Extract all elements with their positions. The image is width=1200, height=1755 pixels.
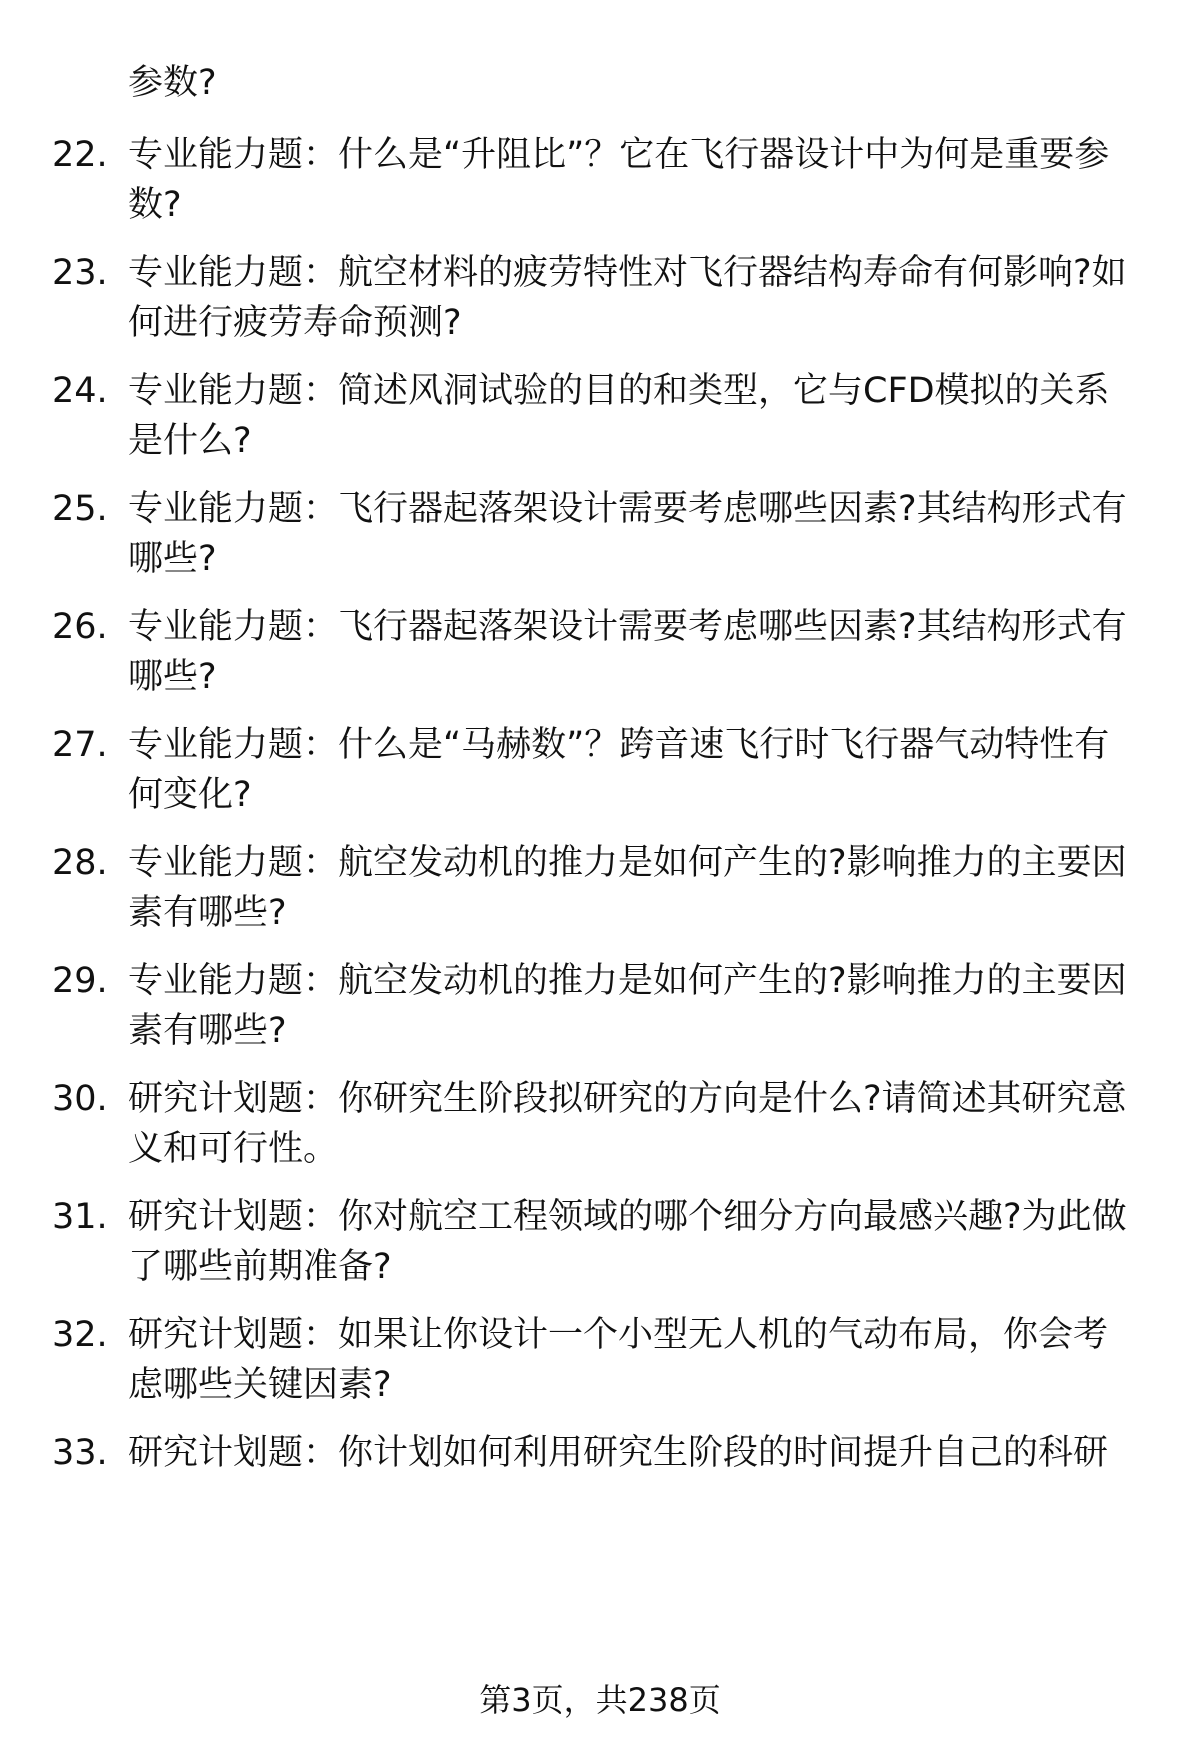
question-item xyxy=(52,1074,1142,1174)
question-text: 专业能力题：飞行器起落架设计需要考虑哪些因素?其结构形式有哪些? xyxy=(128,607,1127,697)
question-number: 33. xyxy=(52,1433,108,1473)
question-number: 23. xyxy=(52,253,108,293)
question-text: 研究计划题：你对航空工程领域的哪个细分方向最感兴趣?为此做了哪些前期准备? xyxy=(128,1197,1127,1287)
question-text: 专业能力题：飞行器起落架设计需要考虑哪些因素?其结构形式有哪些? xyxy=(128,489,1127,579)
question-number: 25. xyxy=(52,489,108,529)
question-item xyxy=(52,1192,1142,1292)
question-text: 研究计划题：你研究生阶段拟研究的方向是什么?请简述其研究意义和可行性。 xyxy=(128,1079,1127,1169)
question-number: 30. xyxy=(52,1079,108,1119)
question-number: 31. xyxy=(52,1197,108,1237)
question-item xyxy=(52,956,1142,1056)
question-text: 专业能力题：什么是“升阻比”？它在飞行器设计中为何是重要参数? xyxy=(128,135,1110,225)
question-item xyxy=(52,602,1142,702)
question-text: 专业能力题：什么是“马赫数”？跨音速飞行时飞行器气动特性有何变化? xyxy=(128,725,1110,815)
question-number: 28. xyxy=(52,843,108,883)
question-text: 研究计划题：如果让你设计一个小型无人机的气动布局，你会考虑哪些关键因素? xyxy=(128,1315,1109,1405)
question-item xyxy=(52,838,1142,938)
question-text: 专业能力题：航空发动机的推力是如何产生的?影响推力的主要因素有哪些? xyxy=(128,843,1127,933)
question-item xyxy=(52,720,1142,820)
question-number: 29. xyxy=(52,961,108,1001)
question-item xyxy=(52,130,1142,230)
question-number: 27. xyxy=(52,725,108,765)
question-text: 专业能力题：航空发动机的推力是如何产生的?影响推力的主要因素有哪些? xyxy=(128,961,1127,1051)
question-item xyxy=(52,484,1142,584)
question-number: 22. xyxy=(52,135,108,175)
question-item xyxy=(52,1310,1142,1410)
question-text: 专业能力题：航空材料的疲劳特性对飞行器结构寿命有何影响?如何进行疲劳寿命预测? xyxy=(128,253,1127,343)
question-number: 24. xyxy=(52,371,108,411)
question-number: 26. xyxy=(52,607,108,647)
continuation-text: 参数? xyxy=(128,63,217,103)
question-number: 32. xyxy=(52,1315,108,1355)
question-text: 专业能力题：简述风洞试验的目的和类型，它与CFD模拟的关系是什么? xyxy=(128,371,1110,461)
page-footer: 第3页，共238页 xyxy=(479,1681,721,1719)
question-item xyxy=(52,366,1142,466)
question-item xyxy=(52,248,1142,348)
question-item xyxy=(52,1428,1142,1478)
question-text: 研究计划题：你计划如何利用研究生阶段的时间提升自己的科研 xyxy=(128,1433,1109,1473)
